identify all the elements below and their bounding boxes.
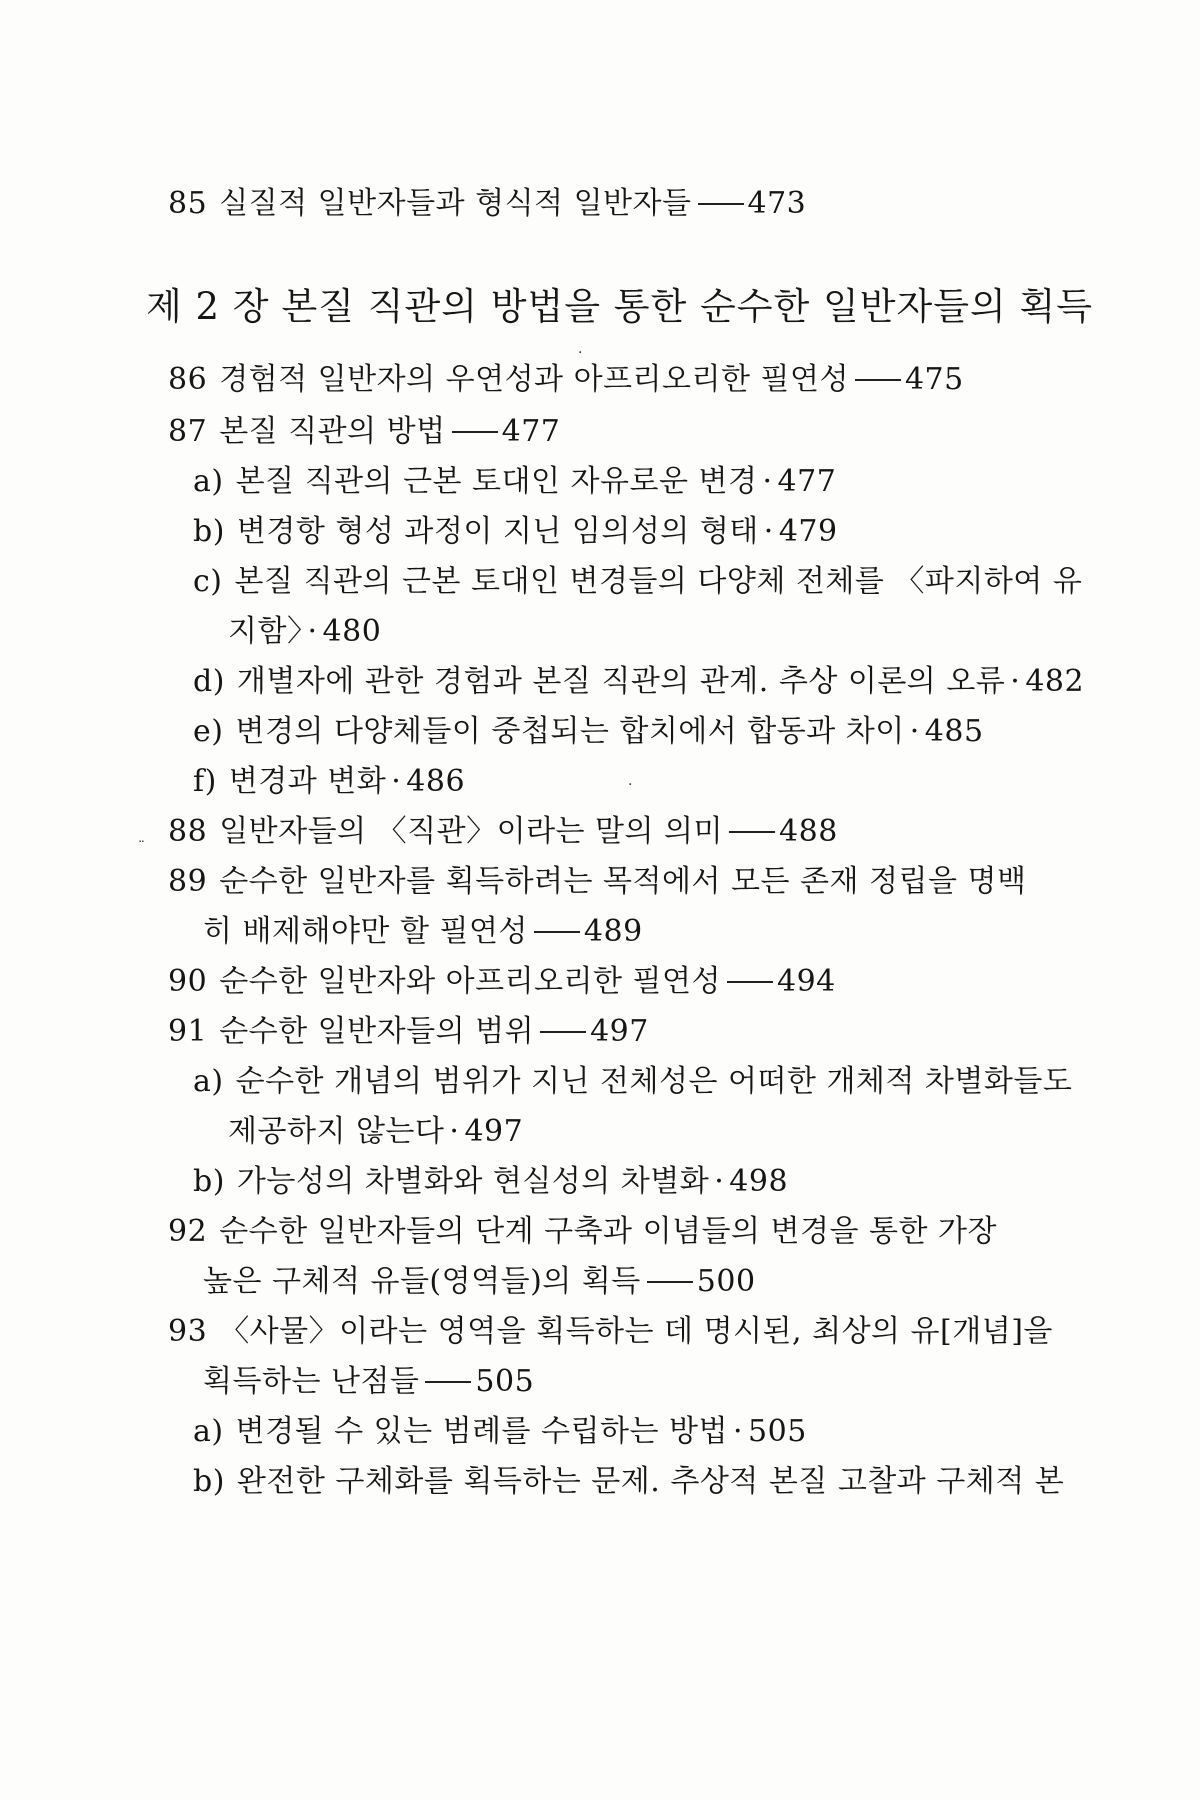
subsection-label: b) <box>193 1464 225 1499</box>
separator-dot: · <box>909 714 920 749</box>
section-number: 88 <box>168 814 208 849</box>
page-number: 477 <box>501 414 561 449</box>
page-number: 486 <box>406 764 466 799</box>
section-title: 실질적 일반자들과 형식적 일반자들 <box>219 186 692 221</box>
section-title: 순수한 일반자와 아프리오리한 필연성 <box>219 964 721 999</box>
toc-entry-90 <box>168 962 836 1002</box>
section-title: 경험적 일반자의 우연성과 아프리오리한 필연성 <box>219 362 849 397</box>
page-number: 505 <box>748 1414 807 1449</box>
subsection-label: f) <box>193 764 217 799</box>
toc-subentry-87e <box>193 712 984 752</box>
page-number: 477 <box>777 464 837 499</box>
page-number: 475 <box>904 362 964 397</box>
subsection-title: 완전한 구체화를 획득하는 문제. 추상적 본질 고찰과 구체적 본 <box>236 1464 1065 1499</box>
section-number: 89 <box>168 864 208 899</box>
toc-subentry-93a <box>193 1412 807 1452</box>
toc-entry-89 <box>168 862 1026 902</box>
section-number: 86 <box>168 362 208 397</box>
separator-dot: · <box>449 1114 460 1149</box>
page-number: 494 <box>776 964 836 999</box>
section-title-continued: 히 배제해야만 할 필연성 <box>203 914 528 949</box>
toc-entry-93-continued <box>203 1362 534 1402</box>
section-number: 91 <box>168 1014 208 1049</box>
subsection-label: c) <box>193 564 223 599</box>
subsection-label: e) <box>193 714 224 749</box>
toc-subentry-91b <box>193 1162 788 1202</box>
leader-dash <box>425 1381 471 1383</box>
page-number: 485 <box>924 714 984 749</box>
scan-speck: · <box>628 777 633 793</box>
toc-subentry-91a <box>193 1062 1072 1102</box>
scan-speck: ¨ <box>138 839 145 855</box>
subsection-label: d) <box>193 664 225 699</box>
subsection-label: a) <box>193 1414 224 1449</box>
separator-dot: · <box>732 1414 744 1449</box>
page-number: 497 <box>590 1014 649 1049</box>
section-title: 〈사물〉이라는 영역을 획득하는 데 명시된, 최상의 유[개념]을 <box>219 1314 1053 1349</box>
section-title-continued: 획득하는 난점들 <box>203 1364 420 1399</box>
separator-dot: · <box>307 614 318 649</box>
toc-entry-85 <box>168 184 806 224</box>
section-title: 순수한 일반자를 획득하려는 목적에서 모든 존재 정립을 명백 <box>219 864 1027 899</box>
chapter-heading <box>146 283 1093 331</box>
leader-dash <box>452 431 498 433</box>
page-number: 480 <box>322 614 382 649</box>
leader-dash <box>534 931 580 933</box>
scan-speck: · <box>578 345 583 361</box>
separator-dot: · <box>763 514 774 549</box>
subsection-title: 변경과 변화 <box>228 764 387 799</box>
leader-dash <box>727 981 773 983</box>
toc-entry-87 <box>168 412 560 452</box>
leader-dash <box>540 1031 586 1033</box>
section-number: 92 <box>168 1214 208 1249</box>
page-number: 479 <box>778 514 838 549</box>
section-title: 본질 직관의 방법 <box>219 414 446 449</box>
page-number: 489 <box>583 914 643 949</box>
subsection-title: 변경될 수 있는 범례를 수립하는 방법 <box>235 1414 728 1449</box>
toc-subentry-87d <box>193 662 1084 702</box>
page-number: 498 <box>729 1164 789 1199</box>
page-number: 497 <box>464 1114 524 1149</box>
leader-dash <box>647 1281 693 1283</box>
section-number: 85 <box>168 186 208 221</box>
leader-dash <box>729 831 775 833</box>
separator-dot: · <box>714 1164 725 1199</box>
separator-dot: · <box>391 764 402 799</box>
section-title: 순수한 일반자들의 범위 <box>219 1014 535 1049</box>
subsection-title: 순수한 개념의 범위가 지닌 전체성은 어떠한 개체적 차별화들도 <box>235 1064 1073 1099</box>
chapter-label: 제 2 장 <box>146 285 270 328</box>
toc-entry-86 <box>168 360 964 400</box>
toc-subentry-87a <box>193 462 836 502</box>
toc-entry-92 <box>168 1212 997 1252</box>
toc-subentry-87f <box>193 762 465 802</box>
toc-entry-89-continued <box>203 912 643 952</box>
section-title-continued: 높은 구체적 유들(영역들)의 획득 <box>203 1264 641 1299</box>
leader-dash <box>855 379 901 381</box>
page-number: 488 <box>779 814 838 849</box>
subsection-label: a) <box>193 1064 224 1099</box>
separator-dot: · <box>762 464 773 499</box>
subsection-title: 변경항 형성 과정이 지닌 임의성의 형태 <box>236 514 759 549</box>
subsection-title-continued: 제공하지 않는다 <box>228 1114 445 1149</box>
subsection-label: b) <box>193 514 225 549</box>
toc-entry-92-continued <box>203 1262 756 1302</box>
section-title: 순수한 일반자들의 단계 구축과 이념들의 변경을 통한 가장 <box>219 1214 997 1249</box>
section-number: 90 <box>168 964 208 999</box>
subsection-title: 가능성의 차별화와 현실성의 차별화 <box>236 1164 710 1199</box>
toc-subentry-87c <box>193 562 1082 602</box>
toc-subentry-91a-continued <box>228 1112 523 1152</box>
subsection-title: 본질 직관의 근본 토대인 변경들의 다양체 전체를 〈파지하여 유 <box>234 564 1083 599</box>
subsection-title-continued: 지함〉 <box>228 614 303 649</box>
toc-subentry-87c-continued <box>228 612 381 652</box>
subsection-label: a) <box>193 464 224 499</box>
toc-entry-93 <box>168 1312 1053 1352</box>
section-number: 93 <box>168 1314 208 1349</box>
subsection-title: 개별자에 관한 경험과 본질 직관의 관계. 추상 이론의 오류 <box>236 664 1006 699</box>
subsection-label: b) <box>193 1164 225 1199</box>
subsection-title: 본질 직관의 근본 토대인 자유로운 변경 <box>235 464 758 499</box>
page-number: 500 <box>696 1264 756 1299</box>
toc-subentry-87b <box>193 512 838 552</box>
leader-dash <box>698 203 744 205</box>
toc-subentry-93b <box>193 1462 1064 1502</box>
page-number: 505 <box>475 1364 535 1399</box>
subsection-title: 변경의 다양체들이 중첩되는 합치에서 합동과 차이 <box>235 714 905 749</box>
toc-entry-91 <box>168 1012 649 1052</box>
page-number: 482 <box>1025 664 1085 699</box>
section-number: 87 <box>168 414 208 449</box>
section-title: 일반자들의 〈직관〉이라는 말의 의미 <box>219 814 724 849</box>
separator-dot: · <box>1010 664 1021 699</box>
page-number: 473 <box>747 186 807 221</box>
chapter-title: 본질 직관의 방법을 통한 순수한 일반자들의 획득 <box>281 285 1093 328</box>
toc-entry-88 <box>168 812 838 852</box>
